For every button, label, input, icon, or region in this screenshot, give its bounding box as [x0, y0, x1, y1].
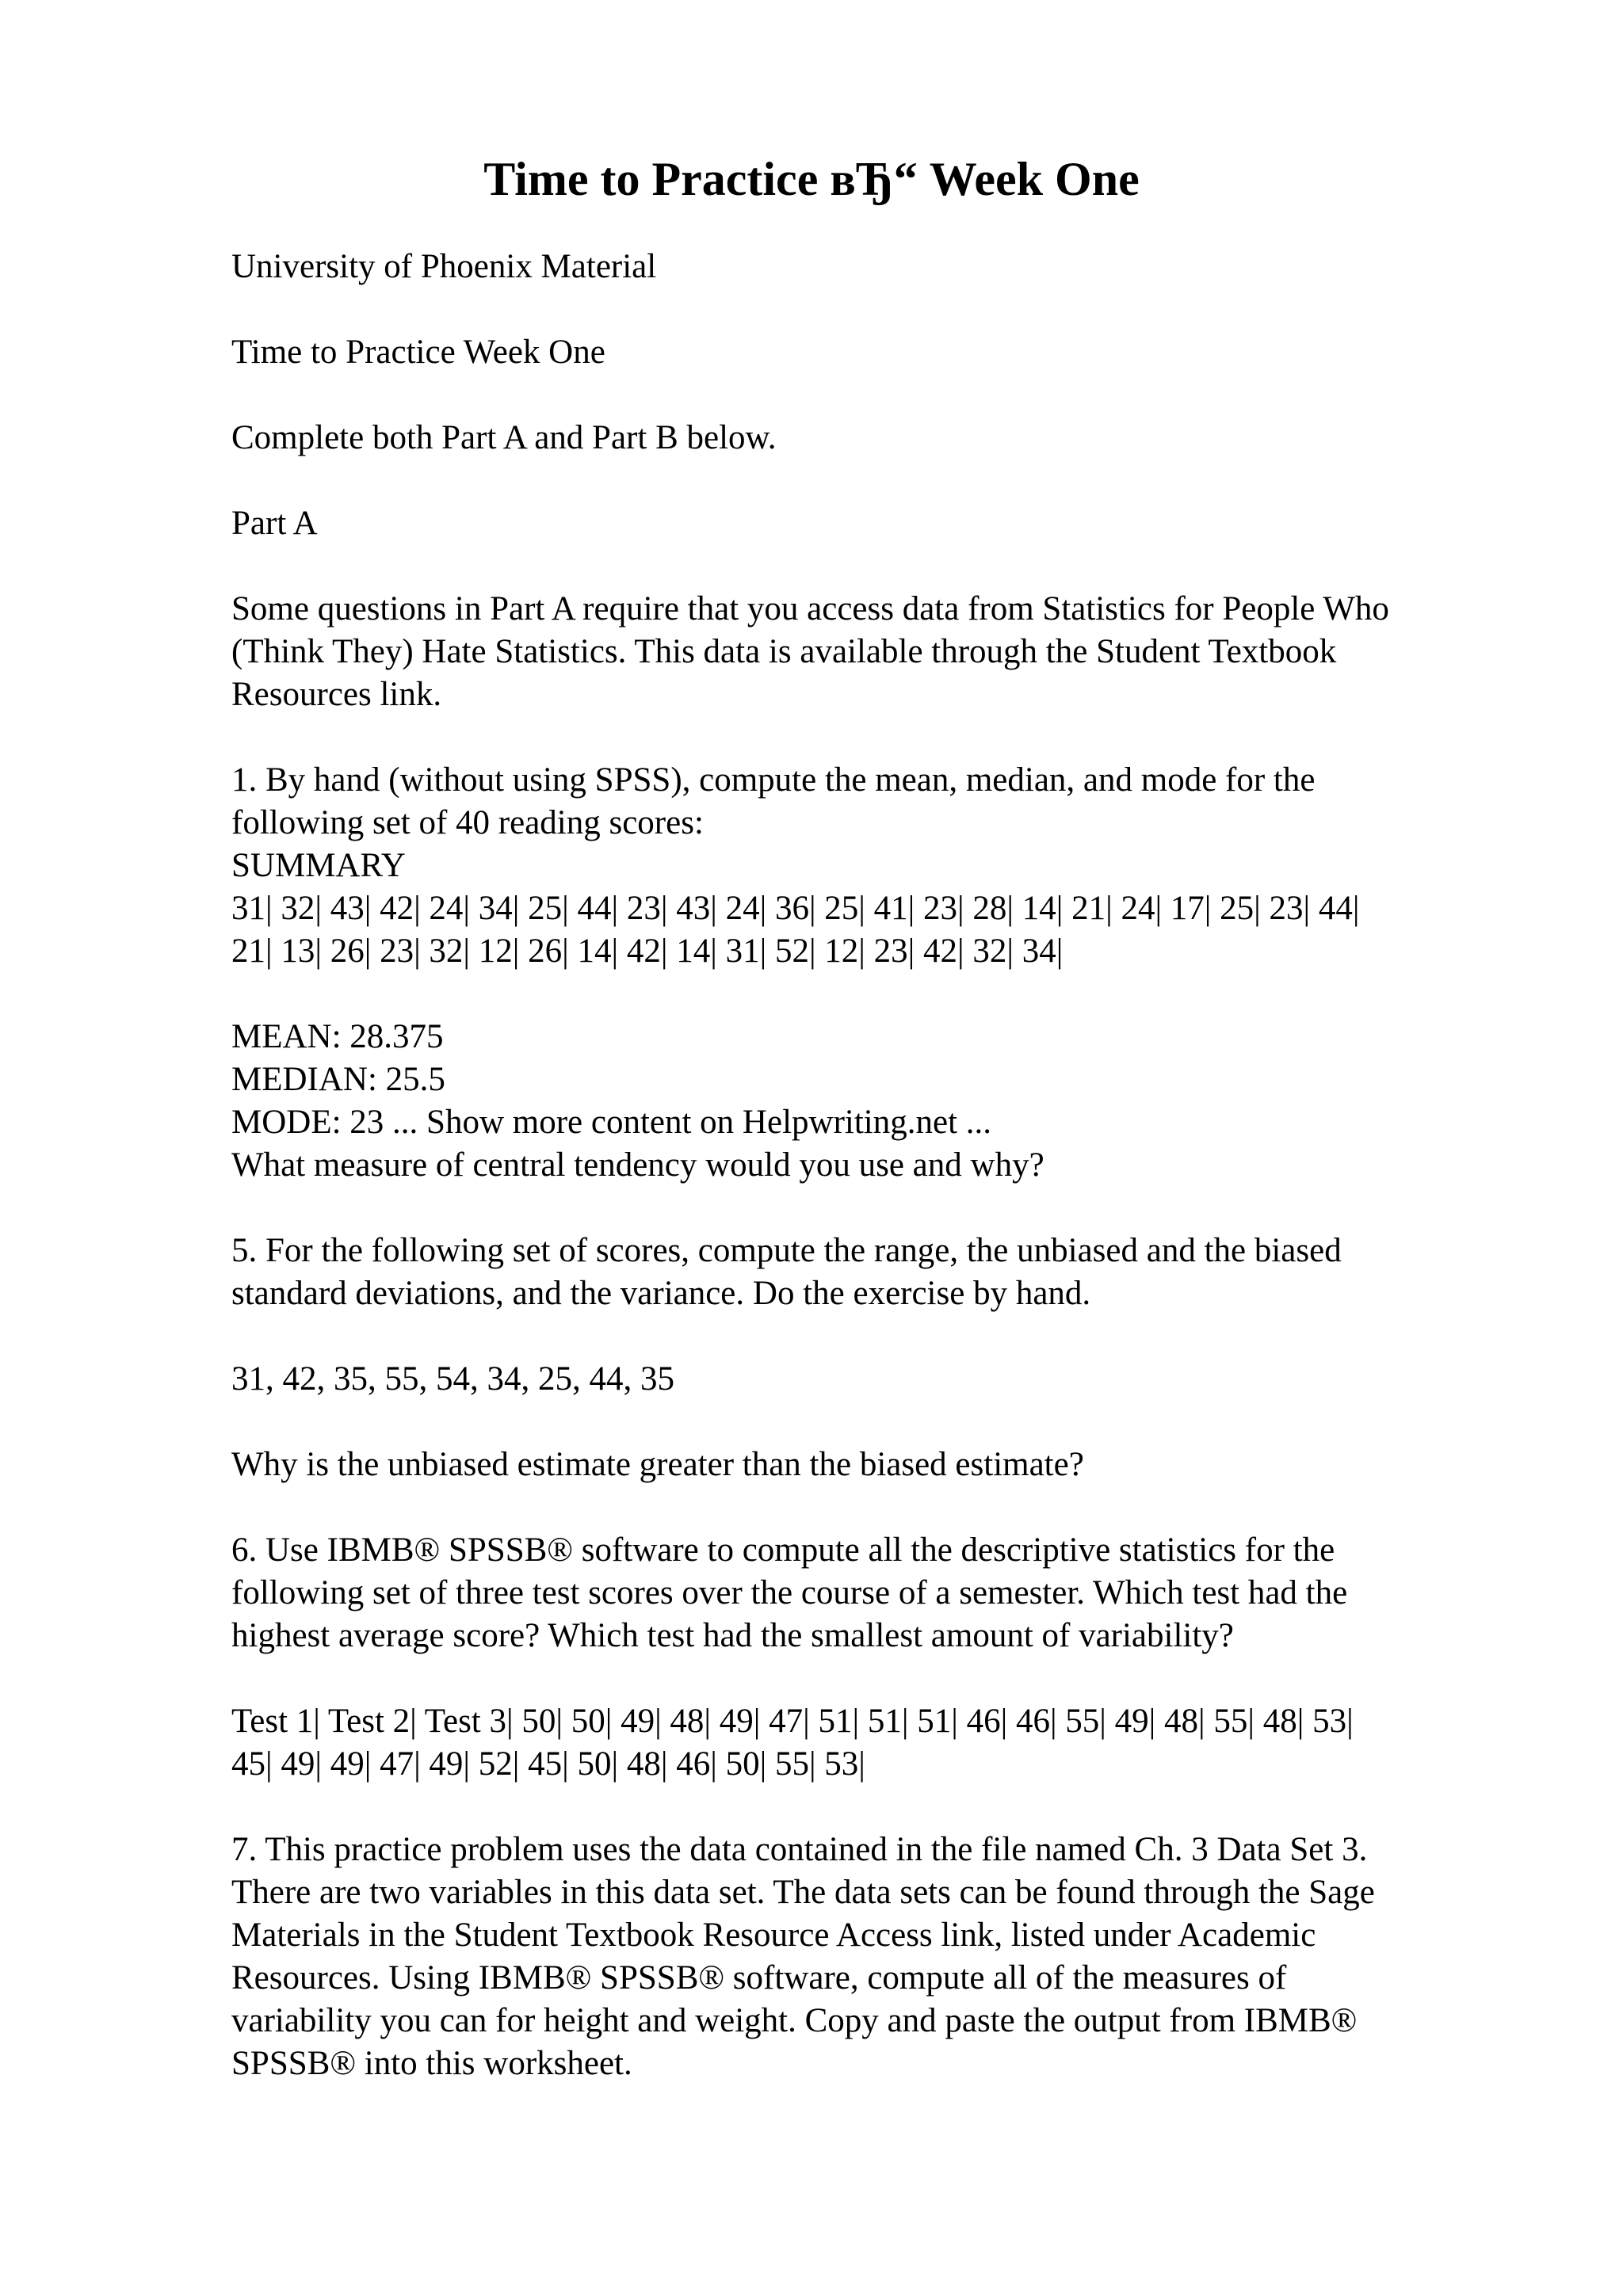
- document-title: Time to Practice вЂ“ Week One: [483, 153, 1140, 205]
- paragraph-summary-stats: MEAN: 28.375 MEDIAN: 25.5 MODE: 23 ... Show more content on Helpwriting.net ... What measure of central tendency would you use and why?: [231, 1018, 1044, 1184]
- paragraph-test-scores: Test 1| Test 2| Test 3| 50| 50| 49| 48| 49| 47| 51| 51| 51| 46| 46| 55| 49| 48| 55| 48| 53| 45| 49| 49| 47| 49| 52| 45| 50| 48| 46| 50| 55| 53|: [231, 1703, 1354, 1783]
- paragraph-question-7: 7. This practice problem uses the data contained in the file named Ch. 3 Data Set 3. There are two variables in this data set. The data sets can be found through the Sage Materials in the Student Textbook Resource Access link, listed under Academic Resources. Using IBMВ® SPSSВ® software, compute all of the measures of variability you can for height and weight. Copy and paste the output from IBMВ® SPSSВ® into this worksheet.: [231, 1831, 1375, 2082]
- paragraph-question-6: 6. Use IBMВ® SPSSВ® software to compute all the descriptive statistics for the following set of three test scores over the course of a semester. Which test had the highest average score? Which test had the smallest amount of variability?: [231, 1531, 1348, 1654]
- paragraph-material: University of Phoenix Material: [231, 248, 657, 285]
- paragraph-question-5: 5. For the following set of scores, compute the range, the unbiased and the biased standard deviations, and the variance. Do the exercise by hand.: [231, 1232, 1342, 1312]
- paragraph-instructions: Complete both Part A and Part B below.: [231, 419, 777, 456]
- paragraph-question-1: 1. By hand (without using SPSS), compute the mean, median, and mode for the following set of 40 reading scores: SUMMARY 31| 32| 43| 42| 24| 34| 25| 44| 23| 43| 24| 36| 25| 41| 23| 28| 14| 21| 24| 17| 25| 23| 44| 21| 13| 26| 23| 32| 12| 26| 14| 42| 14| 31| 52| 12| 23| 42| 32| 34|: [231, 761, 1360, 970]
- paragraph-unbiased-question: Why is the unbiased estimate greater than the biased estimate?: [231, 1446, 1084, 1483]
- paragraph-part-a: Part A: [231, 505, 318, 542]
- paragraph-intro: Some questions in Part A require that you access data from Statistics for People Who (Think They) Hate Statistics. This data is available through the Student Textbook Resources link.: [231, 590, 1389, 713]
- document-body: [231, 246, 1515, 2085]
- paragraph-scores: 31, 42, 35, 55, 54, 34, 25, 44, 35: [231, 1360, 674, 1398]
- paragraph-heading: Time to Practice Week One: [231, 334, 605, 371]
